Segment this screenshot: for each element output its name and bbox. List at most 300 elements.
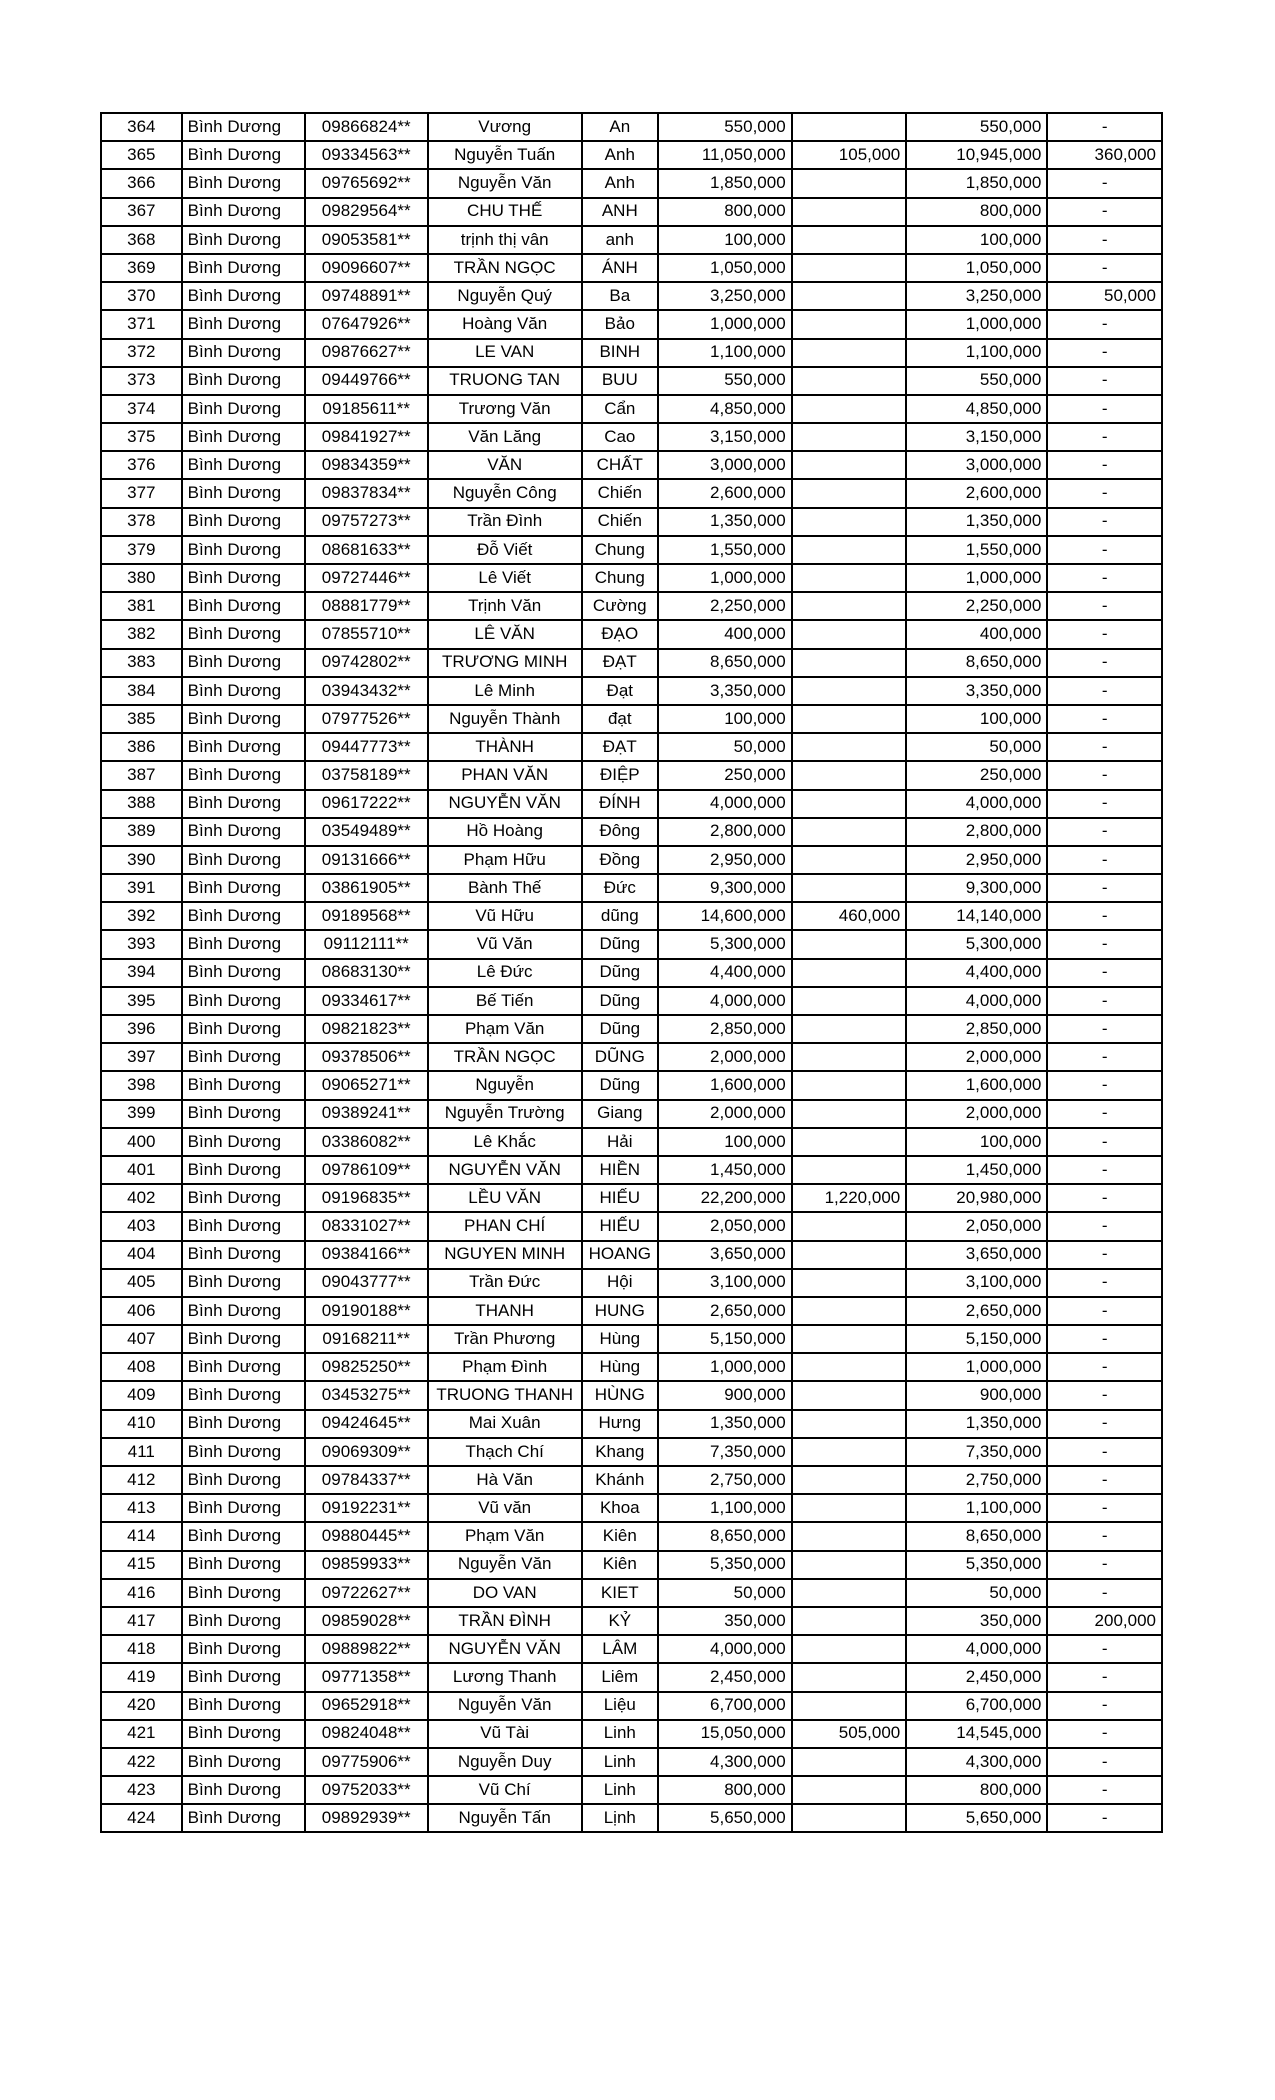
- cell-phone: 09190188**: [305, 1297, 428, 1325]
- cell-phone: 03549489**: [305, 818, 428, 846]
- cell-amount-charged: 4,000,000: [658, 987, 792, 1015]
- cell-amount-remaining: 100,000: [906, 1128, 1047, 1156]
- cell-amount-charged: 1,350,000: [658, 508, 792, 536]
- cell-index: 386: [101, 733, 182, 761]
- cell-amount-charged: 5,150,000: [658, 1325, 792, 1353]
- cell-index: 410: [101, 1410, 182, 1438]
- cell-amount-extra: -: [1047, 733, 1162, 761]
- table-row: [101, 790, 1162, 818]
- cell-family-name: Văn Lăng: [428, 423, 582, 451]
- cell-phone: 07977526**: [305, 705, 428, 733]
- cell-province: Bình Dương: [182, 141, 305, 169]
- cell-amount-extra: -: [1047, 395, 1162, 423]
- cell-index: 381: [101, 592, 182, 620]
- cell-phone: 09334617**: [305, 987, 428, 1015]
- cell-province: Bình Dương: [182, 1410, 305, 1438]
- cell-amount-remaining: 800,000: [906, 198, 1047, 226]
- cell-family-name: THANH: [428, 1297, 582, 1325]
- cell-amount-extra: -: [1047, 1466, 1162, 1494]
- cell-index: 395: [101, 987, 182, 1015]
- cell-family-name: Hoàng Văn: [428, 310, 582, 338]
- cell-amount-charged: 5,300,000: [658, 930, 792, 958]
- cell-amount-deduction: [792, 254, 907, 282]
- cell-family-name: Bành Thế: [428, 874, 582, 902]
- cell-given-name: HIẾU: [582, 1212, 658, 1240]
- cell-family-name: CHU THẾ: [428, 198, 582, 226]
- cell-province: Bình Dương: [182, 1748, 305, 1776]
- table-row: [101, 198, 1162, 226]
- cell-given-name: Hội: [582, 1269, 658, 1297]
- cell-phone: 09053581**: [305, 226, 428, 254]
- cell-amount-deduction: [792, 959, 907, 987]
- cell-family-name: Phạm Văn: [428, 1522, 582, 1550]
- cell-amount-extra: -: [1047, 1297, 1162, 1325]
- cell-amount-deduction: [792, 1297, 907, 1325]
- table-row: [101, 1579, 1162, 1607]
- cell-family-name: NGUYỄN VĂN: [428, 1156, 582, 1184]
- cell-phone: 09189568**: [305, 902, 428, 930]
- table-row: [101, 479, 1162, 507]
- cell-phone: 09786109**: [305, 1156, 428, 1184]
- cell-amount-remaining: 1,600,000: [906, 1071, 1047, 1099]
- cell-amount-remaining: 50,000: [906, 733, 1047, 761]
- cell-given-name: HIẾU: [582, 1184, 658, 1212]
- cell-phone: 09065271**: [305, 1071, 428, 1099]
- table-row: [101, 818, 1162, 846]
- cell-amount-remaining: 350,000: [906, 1607, 1047, 1635]
- cell-phone: 09748891**: [305, 282, 428, 310]
- cell-amount-extra: -: [1047, 1071, 1162, 1099]
- cell-amount-extra: -: [1047, 367, 1162, 395]
- cell-amount-remaining: 2,950,000: [906, 846, 1047, 874]
- cell-amount-extra: -: [1047, 1438, 1162, 1466]
- cell-amount-deduction: [792, 1804, 907, 1832]
- cell-index: 404: [101, 1241, 182, 1269]
- cell-amount-remaining: 2,250,000: [906, 592, 1047, 620]
- cell-amount-deduction: [792, 1071, 907, 1099]
- cell-index: 414: [101, 1522, 182, 1550]
- cell-amount-remaining: 50,000: [906, 1579, 1047, 1607]
- cell-given-name: ĐẠT: [582, 733, 658, 761]
- cell-amount-remaining: 14,545,000: [906, 1720, 1047, 1748]
- cell-amount-deduction: [792, 1212, 907, 1240]
- cell-amount-charged: 8,650,000: [658, 649, 792, 677]
- table-row: [101, 1776, 1162, 1804]
- cell-province: Bình Dương: [182, 564, 305, 592]
- cell-phone: 09069309**: [305, 1438, 428, 1466]
- cell-phone: 08681633**: [305, 536, 428, 564]
- cell-amount-charged: 6,700,000: [658, 1692, 792, 1720]
- cell-amount-remaining: 4,000,000: [906, 1635, 1047, 1663]
- cell-phone: 09722627**: [305, 1579, 428, 1607]
- cell-phone: 09617222**: [305, 790, 428, 818]
- cell-amount-extra: -: [1047, 1100, 1162, 1128]
- cell-amount-remaining: 3,650,000: [906, 1241, 1047, 1269]
- cell-index: 408: [101, 1353, 182, 1381]
- cell-amount-extra: -: [1047, 677, 1162, 705]
- cell-index: 397: [101, 1043, 182, 1071]
- cell-amount-deduction: [792, 1607, 907, 1635]
- cell-index: 412: [101, 1466, 182, 1494]
- cell-amount-charged: 1,600,000: [658, 1071, 792, 1099]
- cell-given-name: dũng: [582, 902, 658, 930]
- cell-amount-charged: 400,000: [658, 620, 792, 648]
- cell-province: Bình Dương: [182, 818, 305, 846]
- cell-family-name: TRUONG THANH: [428, 1381, 582, 1409]
- cell-amount-deduction: 460,000: [792, 902, 907, 930]
- cell-amount-remaining: 1,350,000: [906, 508, 1047, 536]
- cell-amount-remaining: 2,650,000: [906, 1297, 1047, 1325]
- table-row: [101, 1466, 1162, 1494]
- cell-province: Bình Dương: [182, 592, 305, 620]
- cell-amount-extra: -: [1047, 310, 1162, 338]
- cell-amount-remaining: 14,140,000: [906, 902, 1047, 930]
- cell-amount-deduction: [792, 508, 907, 536]
- cell-amount-remaining: 10,945,000: [906, 141, 1047, 169]
- cell-given-name: Chiến: [582, 479, 658, 507]
- cell-province: Bình Dương: [182, 479, 305, 507]
- cell-given-name: Đồng: [582, 846, 658, 874]
- cell-index: 394: [101, 959, 182, 987]
- table-row: [101, 874, 1162, 902]
- table-row: [101, 959, 1162, 987]
- table-row: [101, 1720, 1162, 1748]
- cell-amount-deduction: [792, 423, 907, 451]
- cell-phone: 03943432**: [305, 677, 428, 705]
- cell-given-name: Anh: [582, 169, 658, 197]
- cell-phone: 09652918**: [305, 1692, 428, 1720]
- cell-amount-charged: 11,050,000: [658, 141, 792, 169]
- cell-amount-deduction: [792, 339, 907, 367]
- cell-amount-remaining: 2,450,000: [906, 1663, 1047, 1691]
- cell-family-name: Trương Văn: [428, 395, 582, 423]
- cell-province: Bình Dương: [182, 1100, 305, 1128]
- cell-given-name: anh: [582, 226, 658, 254]
- cell-amount-charged: 2,850,000: [658, 1015, 792, 1043]
- cell-family-name: Vũ Hữu: [428, 902, 582, 930]
- cell-amount-charged: 900,000: [658, 1381, 792, 1409]
- cell-amount-remaining: 800,000: [906, 1776, 1047, 1804]
- cell-amount-deduction: [792, 677, 907, 705]
- cell-amount-extra: -: [1047, 987, 1162, 1015]
- table-row: [101, 254, 1162, 282]
- cell-index: 405: [101, 1269, 182, 1297]
- cell-province: Bình Dương: [182, 1579, 305, 1607]
- cell-given-name: ĐẠT: [582, 649, 658, 677]
- cell-amount-remaining: 8,650,000: [906, 649, 1047, 677]
- table-row: [101, 1043, 1162, 1071]
- cell-family-name: LỀU VĂN: [428, 1184, 582, 1212]
- cell-amount-extra: -: [1047, 1692, 1162, 1720]
- cell-province: Bình Dương: [182, 310, 305, 338]
- cell-index: 367: [101, 198, 182, 226]
- cell-amount-remaining: 1,850,000: [906, 169, 1047, 197]
- cell-index: 415: [101, 1551, 182, 1579]
- cell-amount-remaining: 3,350,000: [906, 677, 1047, 705]
- cell-index: 419: [101, 1663, 182, 1691]
- cell-given-name: Hùng: [582, 1325, 658, 1353]
- table-row: [101, 1410, 1162, 1438]
- cell-index: 401: [101, 1156, 182, 1184]
- cell-amount-charged: 9,300,000: [658, 874, 792, 902]
- cell-family-name: TRƯƠNG MINH: [428, 649, 582, 677]
- cell-given-name: Dũng: [582, 987, 658, 1015]
- cell-index: 376: [101, 451, 182, 479]
- cell-amount-charged: 800,000: [658, 1776, 792, 1804]
- cell-phone: 09892939**: [305, 1804, 428, 1832]
- cell-phone: 09447773**: [305, 733, 428, 761]
- cell-amount-extra: -: [1047, 1241, 1162, 1269]
- cell-phone: 08881779**: [305, 592, 428, 620]
- cell-province: Bình Dương: [182, 1015, 305, 1043]
- cell-phone: 09043777**: [305, 1269, 428, 1297]
- cell-phone: 08331027**: [305, 1212, 428, 1240]
- cell-province: Bình Dương: [182, 395, 305, 423]
- cell-amount-extra: -: [1047, 1579, 1162, 1607]
- cell-amount-charged: 2,750,000: [658, 1466, 792, 1494]
- cell-given-name: Ba: [582, 282, 658, 310]
- cell-amount-charged: 2,600,000: [658, 479, 792, 507]
- cell-index: 420: [101, 1692, 182, 1720]
- cell-province: Bình Dương: [182, 1494, 305, 1522]
- cell-amount-deduction: [792, 1579, 907, 1607]
- cell-index: 385: [101, 705, 182, 733]
- cell-phone: 09192231**: [305, 1494, 428, 1522]
- cell-province: Bình Dương: [182, 733, 305, 761]
- payment-table: [100, 112, 1163, 1833]
- cell-province: Bình Dương: [182, 1241, 305, 1269]
- cell-amount-extra: -: [1047, 1156, 1162, 1184]
- table-row: [101, 1184, 1162, 1212]
- cell-family-name: Hà Văn: [428, 1466, 582, 1494]
- cell-given-name: Hưng: [582, 1410, 658, 1438]
- cell-amount-charged: 5,650,000: [658, 1804, 792, 1832]
- cell-province: Bình Dương: [182, 1522, 305, 1550]
- cell-given-name: Khánh: [582, 1466, 658, 1494]
- cell-province: Bình Dương: [182, 339, 305, 367]
- table-row: [101, 1551, 1162, 1579]
- cell-province: Bình Dương: [182, 705, 305, 733]
- cell-amount-deduction: [792, 1551, 907, 1579]
- cell-amount-remaining: 1,100,000: [906, 1494, 1047, 1522]
- cell-given-name: Cường: [582, 592, 658, 620]
- cell-given-name: Chung: [582, 564, 658, 592]
- cell-amount-deduction: [792, 761, 907, 789]
- cell-amount-remaining: 4,850,000: [906, 395, 1047, 423]
- cell-amount-remaining: 2,600,000: [906, 479, 1047, 507]
- cell-amount-extra: -: [1047, 508, 1162, 536]
- cell-given-name: HIỀN: [582, 1156, 658, 1184]
- cell-province: Bình Dương: [182, 536, 305, 564]
- table-row: [101, 705, 1162, 733]
- cell-given-name: CHẤT: [582, 451, 658, 479]
- cell-family-name: Vũ văn: [428, 1494, 582, 1522]
- cell-amount-charged: 1,450,000: [658, 1156, 792, 1184]
- cell-family-name: TRUONG TAN: [428, 367, 582, 395]
- cell-amount-charged: 250,000: [658, 761, 792, 789]
- cell-amount-charged: 2,000,000: [658, 1043, 792, 1071]
- cell-given-name: Cao: [582, 423, 658, 451]
- cell-phone: 09821823**: [305, 1015, 428, 1043]
- cell-amount-remaining: 2,800,000: [906, 818, 1047, 846]
- cell-amount-charged: 3,650,000: [658, 1241, 792, 1269]
- cell-province: Bình Dương: [182, 1466, 305, 1494]
- cell-province: Bình Dương: [182, 1381, 305, 1409]
- cell-index: 366: [101, 169, 182, 197]
- cell-given-name: KỶ: [582, 1607, 658, 1635]
- cell-amount-extra: -: [1047, 1325, 1162, 1353]
- cell-amount-deduction: 505,000: [792, 1720, 907, 1748]
- cell-amount-remaining: 2,000,000: [906, 1043, 1047, 1071]
- cell-amount-charged: 2,800,000: [658, 818, 792, 846]
- cell-given-name: Giang: [582, 1100, 658, 1128]
- cell-amount-remaining: 400,000: [906, 620, 1047, 648]
- cell-amount-deduction: [792, 169, 907, 197]
- cell-amount-remaining: 20,980,000: [906, 1184, 1047, 1212]
- cell-family-name: Hồ Hoàng: [428, 818, 582, 846]
- table-row: [101, 536, 1162, 564]
- cell-family-name: Vũ Chí: [428, 1776, 582, 1804]
- cell-family-name: Thạch Chí: [428, 1438, 582, 1466]
- cell-amount-deduction: [792, 1466, 907, 1494]
- cell-amount-charged: 550,000: [658, 113, 792, 141]
- cell-index: 380: [101, 564, 182, 592]
- cell-amount-extra: -: [1047, 790, 1162, 818]
- cell-index: 375: [101, 423, 182, 451]
- cell-province: Bình Dương: [182, 1297, 305, 1325]
- cell-phone: 09727446**: [305, 564, 428, 592]
- cell-index: 371: [101, 310, 182, 338]
- cell-given-name: ANH: [582, 198, 658, 226]
- cell-family-name: LÊ VĂN: [428, 620, 582, 648]
- cell-phone: 07855710**: [305, 620, 428, 648]
- cell-family-name: Nguyễn Trường: [428, 1100, 582, 1128]
- cell-family-name: Bế Tiến: [428, 987, 582, 1015]
- cell-family-name: NGUYỄN VĂN: [428, 1635, 582, 1663]
- cell-given-name: DŨNG: [582, 1043, 658, 1071]
- cell-phone: 09742802**: [305, 649, 428, 677]
- table-row: [101, 1748, 1162, 1776]
- cell-amount-remaining: 2,000,000: [906, 1100, 1047, 1128]
- cell-amount-deduction: [792, 1241, 907, 1269]
- cell-family-name: DO VAN: [428, 1579, 582, 1607]
- cell-family-name: NGUYEN MINH: [428, 1241, 582, 1269]
- table-row: [101, 508, 1162, 536]
- cell-province: Bình Dương: [182, 1184, 305, 1212]
- cell-province: Bình Dương: [182, 1804, 305, 1832]
- cell-amount-remaining: 1,550,000: [906, 536, 1047, 564]
- cell-amount-charged: 1,000,000: [658, 1353, 792, 1381]
- cell-amount-remaining: 6,700,000: [906, 1692, 1047, 1720]
- cell-index: 413: [101, 1494, 182, 1522]
- cell-amount-remaining: 100,000: [906, 226, 1047, 254]
- cell-phone: 09771358**: [305, 1663, 428, 1691]
- cell-index: 379: [101, 536, 182, 564]
- cell-province: Bình Dương: [182, 620, 305, 648]
- table-row: [101, 169, 1162, 197]
- cell-amount-extra: -: [1047, 592, 1162, 620]
- table-row: [101, 1522, 1162, 1550]
- cell-amount-deduction: [792, 1100, 907, 1128]
- cell-given-name: Đông: [582, 818, 658, 846]
- cell-phone: 03861905**: [305, 874, 428, 902]
- cell-given-name: KIET: [582, 1579, 658, 1607]
- cell-phone: 07647926**: [305, 310, 428, 338]
- cell-family-name: Nguyễn Công: [428, 479, 582, 507]
- cell-family-name: Đỗ Viết: [428, 536, 582, 564]
- cell-given-name: Chung: [582, 536, 658, 564]
- cell-amount-remaining: 900,000: [906, 1381, 1047, 1409]
- document-page: [100, 112, 1163, 1833]
- cell-amount-charged: 100,000: [658, 705, 792, 733]
- cell-amount-charged: 1,550,000: [658, 536, 792, 564]
- cell-province: Bình Dương: [182, 902, 305, 930]
- cell-given-name: ĐIỆP: [582, 761, 658, 789]
- table-row: [101, 339, 1162, 367]
- cell-phone: 09876627**: [305, 339, 428, 367]
- cell-index: 365: [101, 141, 182, 169]
- table-row: [101, 649, 1162, 677]
- cell-province: Bình Dương: [182, 1212, 305, 1240]
- cell-amount-charged: 50,000: [658, 1579, 792, 1607]
- cell-index: 388: [101, 790, 182, 818]
- cell-given-name: HUNG: [582, 1297, 658, 1325]
- cell-amount-deduction: [792, 451, 907, 479]
- cell-amount-remaining: 1,000,000: [906, 310, 1047, 338]
- cell-index: 403: [101, 1212, 182, 1240]
- cell-province: Bình Dương: [182, 1720, 305, 1748]
- cell-amount-remaining: 5,350,000: [906, 1551, 1047, 1579]
- cell-index: 389: [101, 818, 182, 846]
- table-row: [101, 451, 1162, 479]
- cell-phone: 09112111**: [305, 930, 428, 958]
- cell-amount-extra: -: [1047, 1804, 1162, 1832]
- cell-given-name: ÁNH: [582, 254, 658, 282]
- cell-index: 421: [101, 1720, 182, 1748]
- cell-amount-deduction: [792, 705, 907, 733]
- table-row: [101, 1381, 1162, 1409]
- cell-given-name: Dũng: [582, 959, 658, 987]
- cell-index: 392: [101, 902, 182, 930]
- cell-index: 377: [101, 479, 182, 507]
- cell-family-name: LE VAN: [428, 339, 582, 367]
- cell-amount-deduction: [792, 113, 907, 141]
- cell-amount-charged: 1,000,000: [658, 564, 792, 592]
- cell-amount-charged: 1,100,000: [658, 339, 792, 367]
- cell-province: Bình Dương: [182, 959, 305, 987]
- cell-index: 387: [101, 761, 182, 789]
- cell-index: 370: [101, 282, 182, 310]
- cell-province: Bình Dương: [182, 1551, 305, 1579]
- cell-amount-deduction: [792, 1381, 907, 1409]
- cell-amount-charged: 1,100,000: [658, 1494, 792, 1522]
- cell-family-name: Lê Viết: [428, 564, 582, 592]
- cell-amount-deduction: [792, 1776, 907, 1804]
- cell-amount-deduction: [792, 930, 907, 958]
- cell-given-name: Liệu: [582, 1692, 658, 1720]
- cell-family-name: Nguyễn Quý: [428, 282, 582, 310]
- cell-amount-deduction: [792, 479, 907, 507]
- cell-amount-charged: 2,000,000: [658, 1100, 792, 1128]
- cell-amount-extra: -: [1047, 1522, 1162, 1550]
- cell-given-name: An: [582, 113, 658, 141]
- cell-amount-remaining: 4,000,000: [906, 790, 1047, 818]
- cell-phone: 09765692**: [305, 169, 428, 197]
- cell-amount-remaining: 2,050,000: [906, 1212, 1047, 1240]
- cell-amount-extra: -: [1047, 536, 1162, 564]
- cell-amount-charged: 50,000: [658, 733, 792, 761]
- cell-amount-deduction: [792, 1156, 907, 1184]
